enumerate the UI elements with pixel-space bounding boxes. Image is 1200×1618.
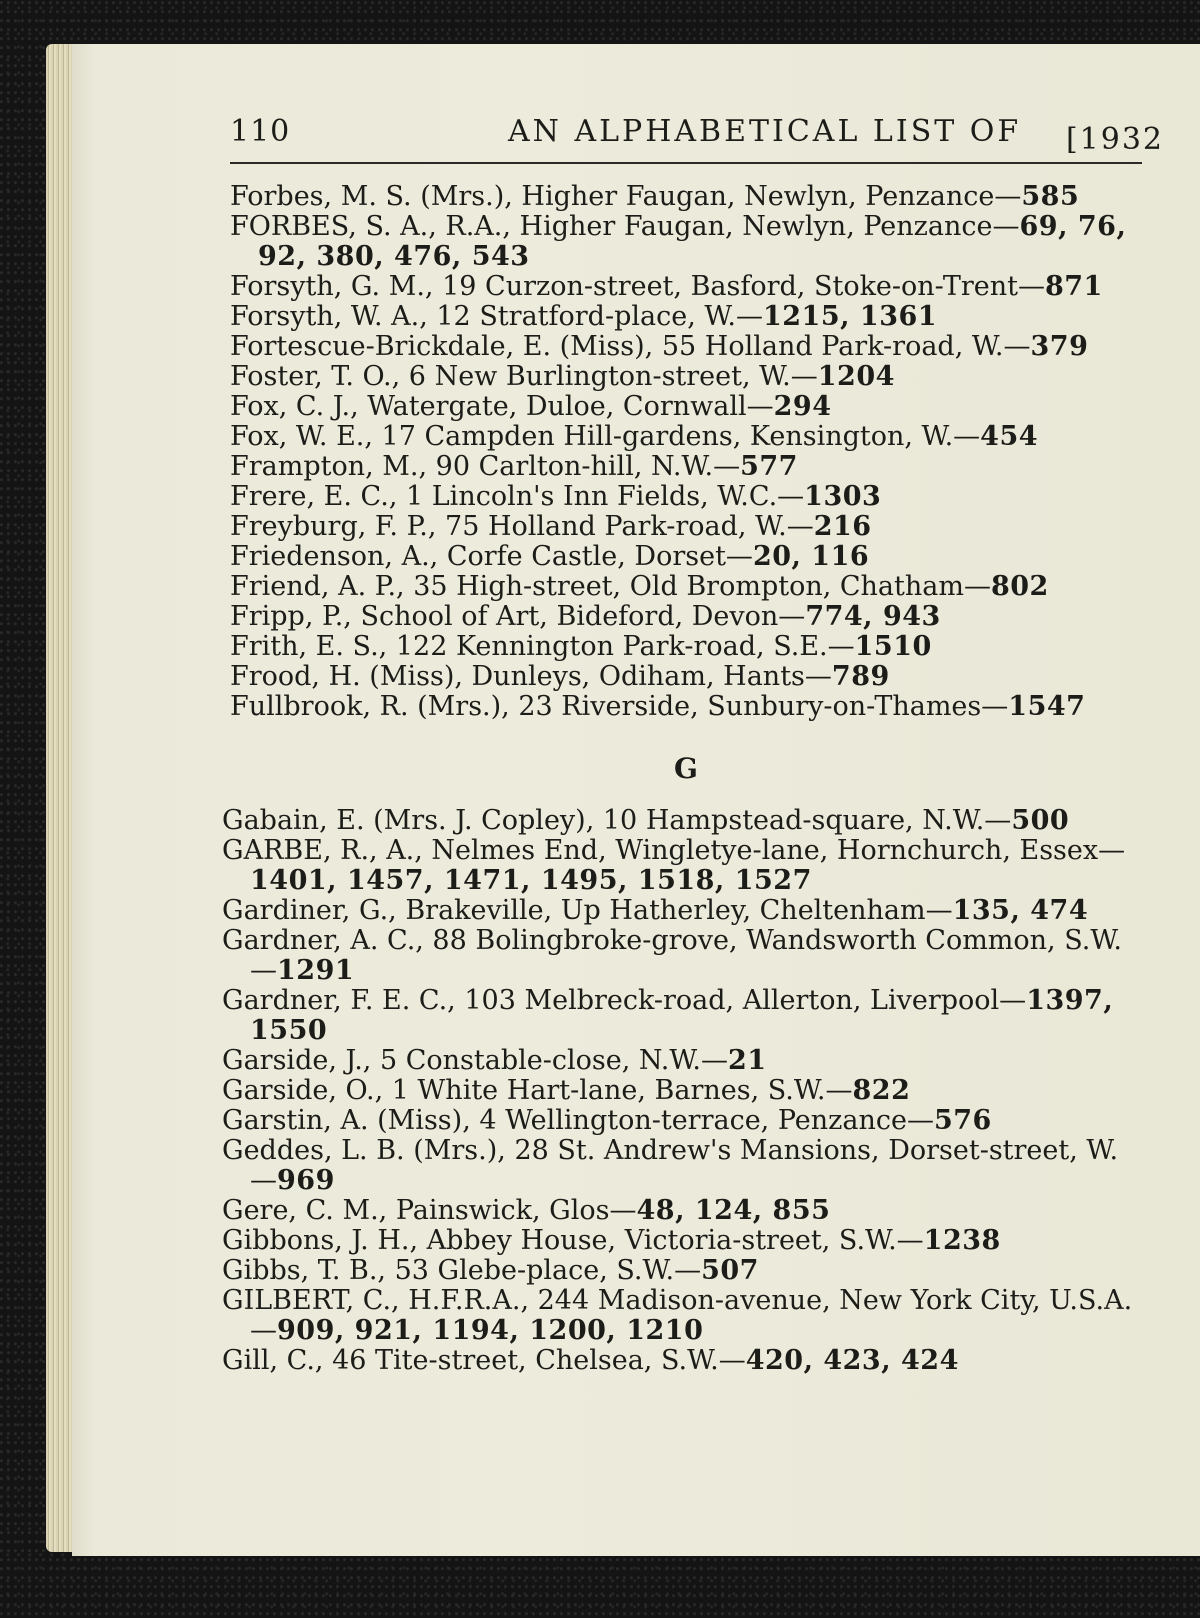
list-entry: Fox, C. J., Watergate, Duloe, Cornwall—294 [230,391,832,422]
list-entry: Geddes, L. B. (Mrs.), 28 St. Andrew's Mansions, Dorset-street, W.—969 [222,1135,1119,1196]
section-heading: G [674,752,698,785]
list-entry: Gibbs, T. B., 53 Glebe-place, S.W.—507 [222,1255,759,1286]
list-entry: Gabain, E. (Mrs. J. Copley), 10 Hampstead-square, N.W.—500 [222,805,1070,836]
list-entry: Gibbons, J. H., Abbey House, Victoria-street, S.W.—1238 [222,1225,1001,1256]
list-entry: FORBES, S. A., R.A., Higher Faugan, Newlyn, Penzance—69, 76, 92, 380, 476, 543 [230,211,1127,272]
list-entry: Gere, C. M., Painswick, Glos—48, 124, 855 [222,1195,831,1226]
list-entry: Frood, H. (Miss), Dunleys, Odiham, Hants—789 [230,661,890,692]
list-entry: Forbes, M. S. (Mrs.), Higher Faugan, Newlyn, Penzance—585 [230,181,1080,212]
list-entry: Fripp, P., School of Art, Bideford, Devon—774, 943 [230,601,941,632]
list-entry: Freyburg, F. P., 75 Holland Park-road, W.—216 [230,511,872,542]
list-entry: Frere, E. C., 1 Lincoln's Inn Fields, W.C.—1303 [230,481,882,512]
list-entry: GARBE, R., A., Nelmes End, Wingletye-lane, Hornchurch, Essex—1401, 1457, 1471, 1495, 1518, 1527 [222,835,1126,896]
list-entry: Forsyth, W. A., 12 Stratford-place, W.—1215, 1361 [230,301,938,332]
list-entry: Friend, A. P., 35 High-street, Old Brompton, Chatham—802 [230,571,1049,602]
entries-g [222,806,1142,1376]
list-entry: Gardiner, G., Brakeville, Up Hatherley, Cheltenham—135, 474 [222,895,1089,926]
header-rule [230,162,1142,164]
running-title: AN ALPHABETICAL LIST OF [508,114,1022,149]
list-entry: Frith, E. S., 122 Kennington Park-road, S.E.—1510 [230,631,932,662]
list-entry: Fox, W. E., 17 Campden Hill-gardens, Kensington, W.—454 [230,421,1039,452]
list-entry: Garstin, A. (Miss), 4 Wellington-terrace, Penzance—576 [222,1105,992,1136]
running-year: [1932 [1065,122,1164,157]
page-number: 110 [230,114,291,149]
entries-f [230,182,1142,722]
list-entry: Garside, O., 1 White Hart-lane, Barnes, S.W.—822 [222,1075,911,1106]
running-header [230,114,1164,157]
list-entry: Gardner, F. E. C., 103 Melbreck-road, Allerton, Liverpool—1397, 1550 [222,985,1114,1046]
list-entry: Fullbrook, R. (Mrs.), 23 Riverside, Sunbury-on-Thames—1547 [230,691,1086,722]
list-entry: Fortescue-Brickdale, E. (Miss), 55 Holland Park-road, W.—379 [230,331,1089,362]
list-entry: Friedenson, A., Corfe Castle, Dorset—20, 116 [230,541,870,572]
list-entry: Gill, C., 46 Tite-street, Chelsea, S.W.—420, 423, 424 [222,1345,959,1376]
list-entry: Gardner, A. C., 88 Bolingbroke-grove, Wandsworth Common, S.W.—1291 [222,925,1122,986]
list-entry: GILBERT, C., H.F.R.A., 244 Madison-avenue, New York City, U.S.A.—909, 921, 1194, 1200, 1210 [222,1285,1133,1346]
list-entry: Frampton, M., 90 Carlton-hill, N.W.—577 [230,451,798,482]
list-entry: Forsyth, G. M., 19 Curzon-street, Basford, Stoke-on-Trent—871 [230,271,1103,302]
list-entry: Garside, J., 5 Constable-close, N.W.—21 [222,1045,767,1076]
book-page [72,44,1200,1556]
list-entry: Foster, T. O., 6 New Burlington-street, W.—1204 [230,361,895,392]
